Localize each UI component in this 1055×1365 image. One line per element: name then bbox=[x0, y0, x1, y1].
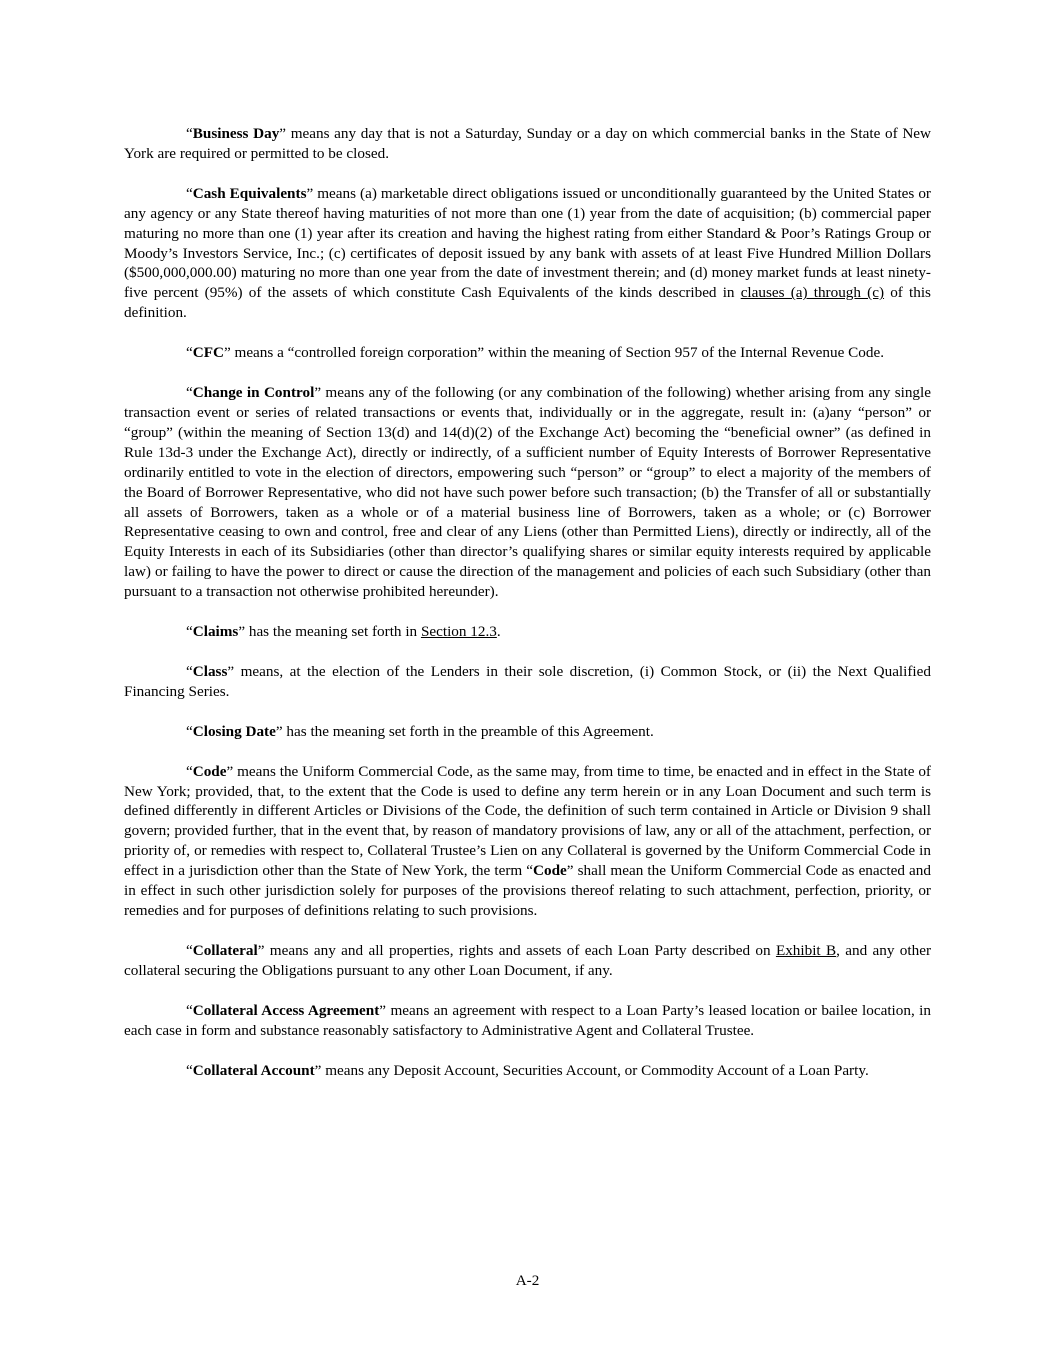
definition-business-day: “Business Day” means any day that is not a Saturday, Sunday or a day on which commercial banks in the State of New York are required or permitted to be closed. bbox=[124, 125, 932, 162]
definition-text: ” means any day that is not a Saturday, Sunday or a day on which commercial banks in the State of New York are required or permitted to be closed. bbox=[124, 125, 932, 162]
definition-class: “Class” means, at the election of the Lenders in their sole discretion, (i) Common Stock, or (ii) the Next Qualified Financing Series. bbox=[124, 662, 931, 700]
clause-reference: clauses (a) through (c) bbox=[740, 284, 885, 302]
defined-term: Claims bbox=[192, 623, 239, 641]
definition-text: . bbox=[496, 623, 501, 641]
definition-change-in-control: “Change in Control” means any of the following (or any combination of the following) whether arising from any single transaction event or series of related transactions or events that, individually or in the aggregate, result in: (a)any “person” or “group” (within the meaning of Section 13(d) and 14(d)(2) of the Exchange Act) becoming the “beneficial owner” (as defined in Rule 13d-3 under the Exchange Act), directly or indirectly, of a sufficient number of Equity Interests of Borrower Representative ordinarily entitled to vote in the election of directors, empowering such “person” or “group” to elect a majority of the members of the Board of Borrower Representative, who did not have such power before such transaction; (b) the Transfer of all or substantially all assets of Borrowers, taken as a whole or of a material business line of Borrowers, taken as a whole; or (c) Borrower Representative ceasing to own and control, free and clear of any Liens (other than Permitted Liens), directly or indirectly, all of the Equity Interests in each of its Subsidiaries (other than director’s qualifying shares or similar equity interests required by applicable law) or failing to have the power to direct or cause the direction of the management and policies of each such Subsidiary (other than pursuant to a transaction not otherwise prohibited hereunder). bbox=[124, 384, 931, 601]
definition-collateral-access-agreement: “Collateral Access Agreement” means an agreement with respect to a Loan Party’s leased location or bailee location, in each case in form and substance reasonably satisfactory to Administrative Agent and Collateral Trustee. bbox=[124, 1001, 931, 1039]
definition-text: of this definition. bbox=[124, 284, 931, 322]
defined-term: Collateral Account bbox=[192, 1061, 315, 1079]
defined-term: Business Day bbox=[192, 125, 280, 142]
definition-cfc: “CFC” means a “controlled foreign corporation” within the meaning of Section 957 of the Internal Revenue Code. bbox=[186, 344, 884, 362]
definition-text: ” means any and all properties, rights and assets of each Loan Party described on bbox=[257, 941, 776, 959]
defined-term: Cash Equivalents bbox=[192, 184, 307, 202]
defined-term: Collateral bbox=[192, 941, 258, 959]
defined-term: Change in Control bbox=[192, 384, 315, 402]
defined-term: Class bbox=[192, 662, 228, 680]
definition-text: ” means any Deposit Account, Securities Account, or Commodity Account of a Loan Party. bbox=[314, 1061, 869, 1079]
definition-text: ” means (a) marketable direct obligations issued or unconditionally guaranteed by the United States or any agency or any State thereof having maturities of not more than one (1) year from the date of acquisition; (b) commercial paper maturing no more than one (1) year after its creation and having the highest rating from either Standard & Poor’s Ratings Group or Moody’s Investors Service, Inc.; (c) certificates of deposit issued by any bank with assets of at least Five Hundred Million Dollars ($500,000,000.00) maturing no more than one year from the date of investment therein; and (d) money market funds at least ninety-five percent (95%) of the assets of which constitute Cash Equivalents of the kinds described in bbox=[124, 184, 931, 302]
definition-text: ” means an agreement with respect to a Loan Party’s leased location or bailee location, in each case in form and substance reasonably satisfactory to Administrative Agent and Collateral Trustee. bbox=[124, 1001, 931, 1039]
exhibit-reference: Exhibit B bbox=[775, 941, 837, 959]
defined-term: Collateral Access Agreement bbox=[192, 1001, 380, 1019]
page-number: A-2 bbox=[515, 1272, 540, 1289]
document-body bbox=[124, 124, 931, 1100]
defined-term-inline: Code bbox=[533, 862, 567, 880]
section-reference: Section 12.3 bbox=[420, 623, 497, 641]
definition-closing-date: “Closing Date” has the meaning set forth in the preamble of this Agreement. bbox=[186, 722, 654, 740]
definition-text: ” means, at the election of the Lenders in their sole discretion, (i) Common Stock, or (ii) the Next Qualified Financing Series. bbox=[124, 662, 931, 700]
definition-collateral-account: “Collateral Account” means any Deposit Account, Securities Account, or Commodity Account of a Loan Party. bbox=[186, 1061, 869, 1079]
definition-text: ” has the meaning set forth in the preamble of this Agreement. bbox=[275, 722, 654, 740]
definition-text: ” means the Uniform Commercial Code, as the same may, from time to time, be enacted and in effect in the State of New York; provided, that, to the extent that the Code is used to define any term herein or in any Loan Document and such term is defined differently in different Articles or Divisions of the Code, the definition of such term contained in Article or Division 9 shall govern; provided further, that in the event that, by reason of mandatory provisions of law, any or all of the attachment, perfection, or priority of, or remedies with respect to, Collateral Trustee’s Lien on any Collateral is governed by the Uniform Commercial Code in effect in a jurisdiction other than the State of New York, the term “ bbox=[124, 762, 931, 880]
defined-term: Closing Date bbox=[192, 722, 276, 740]
definition-text: ” means any of the following (or any combination of the following) whether arising from any single transaction event or series of related transactions or events that, individually or in the aggregate, result in: (a)any “person” or “group” (within the meaning of Section 13(d) and 14(d)(2) of the Exchange Act) becoming the “beneficial owner” (as defined in Rule 13d-3 under the Exchange Act), directly or indirectly, of a sufficient number of Equity Interests of Borrower Representative ordinarily entitled to vote in the election of directors, empowering such “person” or “group” to elect a majority of the members of the Board of Borrower Representative, who did not have such power before such transaction; (b) the Transfer of all or substantially all assets of Borrowers, taken as a whole or of a material business line of Borrowers, taken as a whole; or (c) Borrower Representative ceasing to own and control, free and clear of any Liens (other than Permitted Liens), directly or indirectly, all of the Equity Interests in each of its Subsidiaries (other than director’s qualifying shares or similar equity interests required by applicable law) or failing to have the power to direct or cause the direction of the management and policies of each such Subsidiary (other than pursuant to a transaction not otherwise prohibited hereunder). bbox=[124, 384, 931, 601]
definition-collateral: “Collateral” means any and all properties, rights and assets of each Loan Party described on Exhibit B, and any other collateral securing the Obligations pursuant to any other Loan Document, if any. bbox=[124, 941, 931, 979]
definition-cash-equivalents: “Cash Equivalents” means (a) marketable direct obligations issued or unconditionally guaranteed by the United States or any agency or any State thereof having maturities of not more than one (1) year from the date of acquisition; (b) commercial paper maturing no more than one (1) year after its creation and having the highest rating from either Standard & Poor’s Ratings Group or Moody’s Investors Service, Inc.; (c) certificates of deposit issued by any bank with assets of at least Five Hundred Million Dollars ($500,000,000.00) maturing no more than one year from the date of investment therein; and (d) money market funds at least ninety-five percent (95%) of the assets of which constitute Cash Equivalents of the kinds described in clauses (a) through (c) of this definition. bbox=[124, 184, 931, 322]
definition-text: ” shall mean the Uniform Commercial Code as enacted and in effect in such other jurisdiction solely for purposes of the provisions thereof relating to such attachment, perfection, priority, or remedies and for purposes of definitions relating to such provisions. bbox=[124, 862, 931, 919]
definition-code: “Code” means the Uniform Commercial Code, as the same may, from time to time, be enacted and in effect in the State of New York; provided, that, to the extent that the Code is used to define any term herein or in any Loan Document and such term is defined differently in different Articles or Divisions of the Code, the definition of such term contained in Article or Division 9 shall govern; provided further, that in the event that, by reason of mandatory provisions of law, any or all of the attachment, perfection, or priority of, or remedies with respect to, Collateral Trustee’s Lien on any Collateral is governed by the Uniform Commercial Code in effect in a jurisdiction other than the State of New York, the term “Code” shall mean the Uniform Commercial Code as enacted and in effect in such other jurisdiction solely for purposes of the provisions thereof relating to such attachment, perfection, priority, or remedies and for purposes of definitions relating to such provisions. bbox=[124, 762, 931, 919]
defined-term: CFC bbox=[192, 344, 224, 362]
definition-text: ” means a “controlled foreign corporation” within the meaning of Section 957 of the Internal Revenue Code. bbox=[223, 344, 884, 362]
definition-text: ” has the meaning set forth in bbox=[238, 623, 421, 641]
defined-term: Code bbox=[192, 762, 227, 780]
definition-claims: “Claims” has the meaning set forth in Section 12.3. bbox=[186, 623, 501, 641]
definition-text: , and any other collateral securing the Obligations pursuant to any other Loan Document, if any. bbox=[124, 941, 931, 979]
